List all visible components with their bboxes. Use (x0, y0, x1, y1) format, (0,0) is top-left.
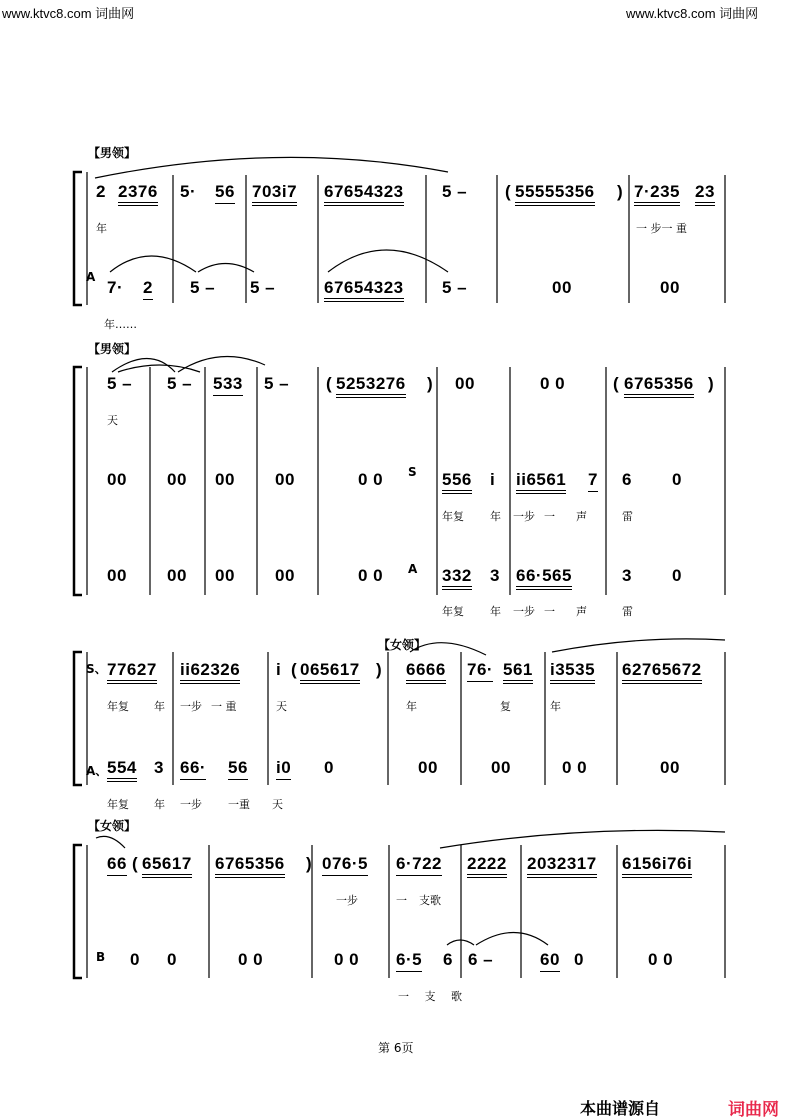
note: 66·565 (516, 566, 572, 590)
lyric: 年 (550, 700, 561, 713)
lyric: 年 (154, 798, 165, 811)
voice-label-a: A (408, 562, 418, 576)
note: 66· (180, 758, 206, 780)
female-lead-label: 【女领】 (88, 819, 137, 833)
lyric: 一步 (513, 510, 535, 523)
source-brand-logo[interactable]: 词曲网 (728, 1100, 779, 1120)
lyric: 一 (544, 510, 555, 523)
male-lead-label: 【男领】 (88, 146, 137, 160)
note: 5 – (107, 374, 133, 393)
lyric: 年复 (107, 798, 129, 811)
note: 62765672 (622, 660, 702, 684)
note: 2222 (467, 854, 507, 878)
lyric: 一步 (513, 605, 535, 618)
note: 56 (228, 758, 248, 780)
lyric: 年 (490, 605, 501, 618)
lyric: 天 (276, 700, 287, 713)
note: i3535 (550, 660, 595, 684)
male-lead-label: 【男领】 (88, 342, 137, 356)
note: 77627 (107, 660, 157, 684)
note: 0 0 (334, 950, 360, 969)
note: 00 (552, 278, 572, 297)
lyric: 声 (576, 510, 587, 523)
lyric: 支歌 (419, 894, 441, 907)
note: 0 0 (540, 374, 566, 393)
note: 00 (418, 758, 438, 777)
lyric: 一步 (336, 894, 358, 907)
note: 55555356 (515, 182, 595, 206)
header-right-url[interactable]: www.ktvc8.com 词曲网 (626, 6, 759, 21)
note: 67654323 (324, 182, 404, 206)
note: 6 – (468, 950, 494, 969)
note: 6 (622, 470, 632, 489)
lyric: 一步 (180, 798, 202, 811)
note: 0 0 (358, 566, 384, 585)
note: 00 (275, 566, 295, 585)
paren: ) (427, 374, 433, 393)
note: 5 – (167, 374, 193, 393)
lyric: 年 (406, 700, 417, 713)
note: i (276, 660, 282, 679)
note: 2 (96, 182, 106, 201)
note: 3 (154, 758, 164, 777)
paren: ( (132, 854, 138, 873)
paren: ) (617, 182, 623, 201)
note: 2 (143, 278, 153, 300)
voice-label-s: S (408, 465, 417, 479)
paren: ( (326, 374, 332, 393)
note: 5 – (442, 278, 468, 297)
note: 2032317 (527, 854, 597, 878)
note: 5 – (190, 278, 216, 297)
note: 5 – (250, 278, 276, 297)
note: 00 (660, 758, 680, 777)
note: 6765356 (215, 854, 285, 878)
voice-label-a: A、 (86, 764, 108, 778)
note: 0 0 (358, 470, 384, 489)
lyric: 一 步一 重 (636, 222, 687, 235)
lyric: 一 (396, 894, 407, 907)
note: 7· (107, 278, 124, 297)
lyric: 一 (544, 605, 555, 618)
note: 6·5 (396, 950, 422, 972)
note: ii62326 (180, 660, 240, 684)
note: i0 (276, 758, 291, 780)
note: 6 (443, 950, 453, 969)
note: 533 (213, 374, 243, 396)
note: 0 (672, 566, 682, 585)
note: ii6561 (516, 470, 566, 494)
note: 00 (215, 566, 235, 585)
paren: ) (708, 374, 714, 393)
voice-label-a: A (86, 270, 96, 284)
voice-label-b: B (96, 950, 106, 964)
female-lead-label: 【女领】 (378, 638, 427, 652)
page-number: 第 6页 (378, 1041, 414, 1055)
paren: ( (505, 182, 511, 201)
paren: ( (613, 374, 619, 393)
note: 56 (215, 182, 235, 204)
lyric: 年复 (107, 700, 129, 713)
lyric: 一重 (228, 798, 250, 811)
lyric: 一步 (180, 700, 202, 713)
paren: ( (291, 660, 297, 679)
note: 00 (275, 470, 295, 489)
note: 6765356 (624, 374, 694, 398)
paren: ) (306, 854, 312, 873)
note: 6156i76i (622, 854, 692, 878)
source-label: 本曲谱源自 (580, 1099, 661, 1118)
note: 5 – (442, 182, 468, 201)
note: 0 0 (238, 950, 264, 969)
note: 554 (107, 758, 137, 782)
note: 67654323 (324, 278, 404, 302)
note: 00 (167, 566, 187, 585)
note: 5253276 (336, 374, 406, 398)
note: 0 (672, 470, 682, 489)
paren: ) (376, 660, 382, 679)
voice-label-s: S、 (86, 662, 107, 676)
note: 76· (467, 660, 493, 682)
note: 00 (491, 758, 511, 777)
note: 6666 (406, 660, 446, 684)
note: 00 (107, 470, 127, 489)
note: 0 0 (648, 950, 674, 969)
note: 6·722 (396, 854, 442, 876)
header-left-url[interactable]: www.ktvc8.com 词曲网 (2, 6, 135, 21)
system1-bracket (74, 172, 82, 305)
note: 00 (215, 470, 235, 489)
lyric: 年 (154, 700, 165, 713)
note: 2376 (118, 182, 158, 206)
lyric: 年 (96, 222, 107, 235)
note: 00 (455, 374, 475, 393)
note: 66 (107, 854, 127, 876)
lyric: 年复 (442, 605, 464, 618)
note: 0 0 (562, 758, 588, 777)
note: i (490, 470, 496, 489)
note: 00 (107, 566, 127, 585)
lyric: 雷 (622, 605, 633, 618)
note: 7·235 (634, 182, 680, 206)
note: 703i7 (252, 182, 297, 206)
note: 3 (622, 566, 632, 585)
lyric: 年复 (442, 510, 464, 523)
note: 065617 (300, 660, 360, 684)
lyric: 年…… (104, 318, 137, 331)
note: 332 (442, 566, 472, 590)
lyric: 年 (490, 510, 501, 523)
note: 60 (540, 950, 560, 972)
note: 5· (180, 182, 197, 201)
note: 0 (167, 950, 177, 969)
note: 5 – (264, 374, 290, 393)
lyric: 雷 (622, 510, 633, 523)
lyric: 天 (107, 414, 118, 427)
lyric: 一 支 歌 (398, 990, 468, 1003)
note: 076·5 (322, 854, 368, 876)
note: 0 (130, 950, 140, 969)
note: 23 (695, 182, 715, 206)
note: 00 (660, 278, 680, 297)
note: 00 (167, 470, 187, 489)
note: 65617 (142, 854, 192, 878)
lyric: 复 (500, 700, 511, 713)
note: 3 (490, 566, 500, 585)
note: 7 (588, 470, 598, 492)
note: 556 (442, 470, 472, 494)
note: 0 (574, 950, 584, 969)
lyric: 一 重 (211, 700, 237, 713)
lyric: 声 (576, 605, 587, 618)
note: 0 (324, 758, 334, 777)
lyric: 天 (272, 798, 283, 811)
note: 561 (503, 660, 533, 684)
